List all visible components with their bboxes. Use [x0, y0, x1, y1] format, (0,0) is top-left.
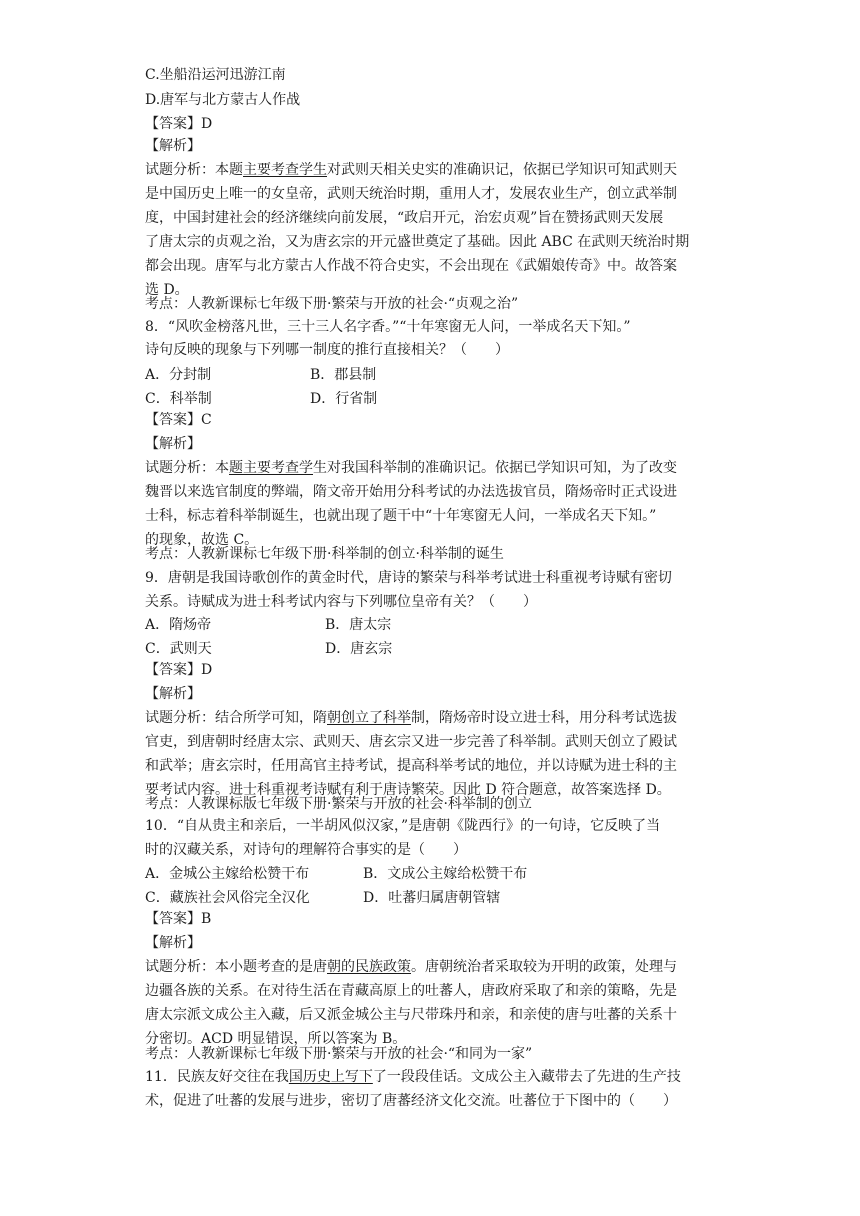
text-line: 的现象，故选 C。 [145, 532, 259, 548]
text-line: 试题分析：本题主要考查学生对我国科举制的准确识记。依据已学知识可知，为了改变 [145, 460, 677, 476]
option-a: A．分封制 [145, 367, 212, 383]
text-line: 分密切。ACD 明显错误，所以答案为 B。 [145, 1031, 407, 1047]
question-9: 9．唐朝是我国诗歌创作的黄金时代，唐诗的繁荣与科举考试进士科重视考诗赋有密切 [145, 570, 672, 586]
text-line: 选 D。 [145, 282, 189, 298]
question-11: 11．民族友好交往在我国历史上写下了一段段佳话。文成公主入藏带去了先进的生产技 [145, 1069, 681, 1085]
answer-line: 【答案】D [145, 116, 213, 132]
answer-line: 【答案】D [145, 662, 213, 678]
option-line: D.唐军与北方蒙古人作战 [145, 92, 301, 108]
kaodian-line: 考点：人教课标版七年级下册·繁荣与开放的社会·科举制的创立 [145, 796, 532, 812]
option-b: B．文成公主嫁给松赞干布 [363, 866, 528, 882]
kaodian-line: 考点：人教新课标七年级下册·繁荣与开放的社会·“贞观之治” [145, 296, 519, 312]
option-b: B．郡县制 [310, 367, 377, 383]
text-line: 诗句反映的现象与下列哪一制度的推行直接相关？（ ） [145, 342, 509, 358]
option-line: C.坐船沿运河迅游江南 [145, 67, 286, 83]
option-b: B．唐太宗 [325, 617, 392, 633]
analysis-heading: 【解析】 [145, 686, 201, 702]
analysis-heading: 【解析】 [145, 436, 201, 452]
text-line: 是中国历史上唯一的女皇帝，武则天统治时期，重用人才，发展农业生产，创立武举制 [145, 186, 677, 202]
text-line: 魏晋以来选官制度的弊端，隋文帝开始用分科考试的办法选拔官员，隋炀帝时正式设进 [145, 484, 677, 500]
option-d: D．唐玄宗 [325, 641, 393, 657]
question-10: 10．“自从贵主和亲后，一半胡风似汉家，”是唐朝《陇西行》的一句诗，它反映了当 [145, 818, 661, 834]
text-line: 关系。诗赋成为进士科考试内容与下列哪位皇帝有关？（ ） [145, 594, 537, 610]
text-line: 士科，标志着科举制诞生，也就出现了题干中“十年寒窗无人问，一举成名天下知。” [145, 508, 657, 524]
text-line: 唐太宗派文成公主入藏，后又派金城公主与尺带珠丹和亲，和亲使的唐与吐蕃的关系十 [145, 1007, 677, 1023]
text-line: 了唐太宗的贞观之治，又为唐玄宗的开元盛世奠定了基础。因此 ABC 在武则天统治时期 [145, 234, 690, 250]
analysis-heading: 【解析】 [145, 138, 201, 154]
option-d: D．吐蕃归属唐朝管辖 [363, 890, 501, 906]
text-line: 度，中国封建社会的经济继续向前发展，“政启开元，治宏贞观”旨在赞扬武则天发展 [145, 210, 664, 226]
question-8: 8．“风吹金榜落凡世，三十三人名字香。”“十年寒窗无人问，一举成名天下知。” [145, 319, 631, 335]
text-line: 试题分析：本小题考查的是唐朝的民族政策。唐朝统治者采取较为开明的政策，处理与 [145, 959, 677, 975]
option-c: C．藏族社会风俗完全汉化 [145, 890, 310, 906]
text-line: 和武举；唐玄宗时，任用高官主持考试，提高科举考试的地位，并以诗赋为进士科的主 [145, 758, 677, 774]
text-line: 边疆各族的关系。在对待生活在青藏高原上的吐蕃人，唐政府采取了和亲的策略，先是 [145, 983, 677, 999]
option-c: C．武则天 [145, 641, 212, 657]
analysis-heading: 【解析】 [145, 935, 201, 951]
text-line: 都会出现。唐军与北方蒙古人作战不符合史实，不会出现在《武媚娘传奇》中。故答案 [145, 258, 677, 274]
option-a: A．金城公主嫁给松赞干布 [145, 866, 310, 882]
answer-line: 【答案】C [145, 412, 212, 428]
kaodian-line: 考点：人教新课标七年级下册·繁荣与开放的社会·“和同为一家” [145, 1046, 533, 1062]
kaodian-line: 考点：人教新课标七年级下册·科举制的创立·科举制的诞生 [145, 546, 504, 562]
text-line: 试题分析：结合所学可知，隋朝创立了科举制，隋炀帝时设立进士科，用分科考试选拔 [145, 710, 677, 726]
text-line: 时的汉藏关系，对诗句的理解符合事实的是（ ） [145, 842, 467, 858]
option-d: D．行省制 [310, 391, 378, 407]
option-a: A．隋炀帝 [145, 617, 212, 633]
text-line: 要考试内容。进士科重视考诗赋有利于唐诗繁荣。因此 D 符合题意，故答案选择 D。 [145, 782, 671, 798]
text-line: 术，促进了吐蕃的发展与进步，密切了唐蕃经济文化交流。吐蕃位于下图中的（ ） [145, 1093, 677, 1109]
answer-line: 【答案】B [145, 911, 212, 927]
option-c: C．科举制 [145, 391, 212, 407]
text-line: 官吏，到唐朝时经唐太宗、武则天、唐玄宗又进一步完善了科举制。武则天创立了殿试 [145, 734, 677, 750]
text-line: 试题分析：本题主要考查学生对武则天相关史实的准确识记，依据已学知识可知武则天 [145, 162, 677, 178]
